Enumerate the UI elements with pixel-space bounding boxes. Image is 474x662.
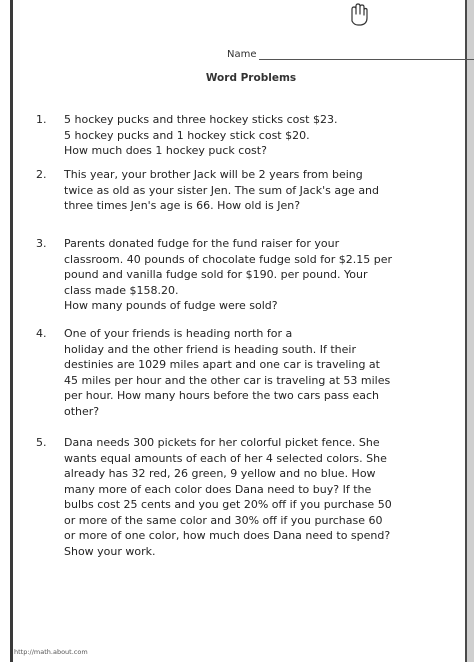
name-field-row <box>227 48 474 60</box>
problem-text-line: many more of each color does Dana need to buy? If the <box>64 482 372 496</box>
problem-text-line: This year, your brother Jack will be 2 years from being <box>64 168 363 181</box>
page-title: Word Problems <box>205 72 297 84</box>
problem-text-line: 45 miles per hour and the other car is traveling at 53 miles <box>64 373 391 387</box>
problem-item <box>36 435 456 559</box>
problem-text-line: already has 32 red, 26 green, 9 yellow and no blue. How <box>64 467 376 480</box>
problem-number: 3. <box>36 237 47 250</box>
name-label: Name <box>227 49 257 60</box>
problem-text-line: or more of the same color and 30% off if you purchase 60 <box>64 513 383 527</box>
problem-number: 1. <box>36 113 47 126</box>
problem-text <box>64 326 456 419</box>
problem-text <box>64 435 456 559</box>
problem-text-line: 5 hockey pucks and 1 hockey stick cost $20. <box>64 128 310 142</box>
problem-text <box>64 112 456 159</box>
problem-text-line: Show your work. <box>64 544 156 558</box>
problem-text-line: class made $158.20. <box>64 283 179 297</box>
problem-text-line: 5 hockey pucks and three hockey sticks cost $23. <box>64 113 338 126</box>
problem-number: 4. <box>36 327 47 340</box>
problem-text-line: classroom. 40 pounds of chocolate fudge sold for $2.15 per <box>64 252 393 266</box>
problem-text-line: other? <box>64 404 100 418</box>
problem-text-line: Dana needs 300 pickets for her colorful picket fence. She <box>64 436 380 449</box>
hand-cursor-icon <box>346 2 372 28</box>
problem-text-line: destinies are 1029 miles apart and one car is traveling at <box>64 358 380 371</box>
problem-text-line: holiday and the other friend is heading south. If their <box>64 342 356 356</box>
problem-number: 2. <box>36 168 47 181</box>
footer-url: http://math.about.com <box>14 648 88 656</box>
problem-text <box>64 236 456 314</box>
page-edge-shadow <box>467 0 474 662</box>
problem-text-line: twice as old as your sister Jen. The sum of Jack's age and <box>64 183 380 197</box>
problem-text-line: Parents donated fudge for the fund raiser for your <box>64 237 340 250</box>
problem-text-line: three times Jen's age is 66. How old is Jen? <box>64 199 301 212</box>
problem-text-line: How much does 1 hockey puck cost? <box>64 144 267 157</box>
problem-text-line: pound and vanilla fudge sold for $190. per pound. Your <box>64 268 368 281</box>
problem-item <box>36 167 456 214</box>
problem-number: 5. <box>36 436 47 449</box>
problem-text-line: bulbs cost 25 cents and you get 20% off if you purchase 50 <box>64 498 392 511</box>
problem-item <box>36 326 456 419</box>
problem-item <box>36 112 456 159</box>
problem-item <box>36 236 456 314</box>
problem-text <box>64 167 456 214</box>
problem-text-line: wants equal amounts of each of her 4 selected colors. She <box>64 451 387 465</box>
page-border-left <box>10 0 13 662</box>
problem-text-line: How many pounds of fudge were sold? <box>64 299 278 312</box>
problem-text-line: per hour. How many hours before the two cars pass each <box>64 389 380 402</box>
problem-text-line: or more of one color, how much does Dana need to spend? <box>64 529 391 542</box>
name-blank-line <box>259 48 474 60</box>
problem-text-line: One of your friends is heading north for a <box>64 327 293 340</box>
